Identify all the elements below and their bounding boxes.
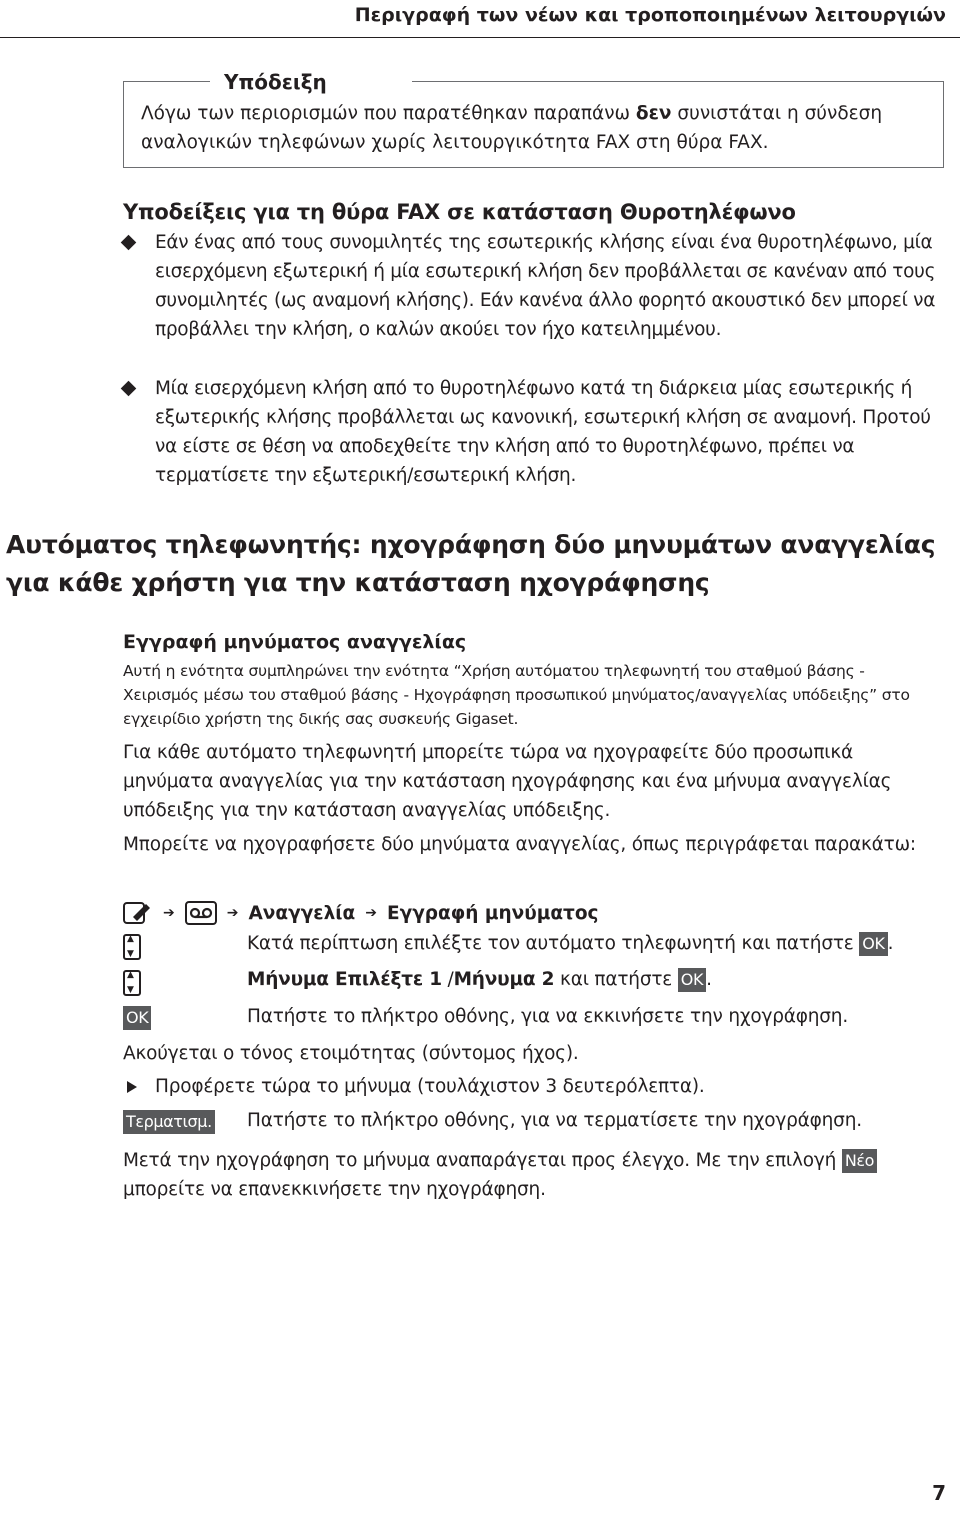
paragraph: Μπορείτε να ηχογραφήσετε δύο μηνύματα αναγγελίας, όπως περιγράφεται παρακάτω: — [123, 834, 916, 855]
new-key: Νέο — [842, 1149, 877, 1173]
list-item: Μία εισερχόμενη κλήση από το θυροτηλέφωνο κατά τη διάρκεια μίας εσωτερικής ή εξωτερικής κλήσης προβάλλεται ως κανονική, εσωτερική κλήση σε αναμονή. Προτού να είστε σε θέση να αποδεχθείτε την κλήση από το θυροτηλέφωνο, πρέπει να τερματίσετε την εξωτερική/εσωτερική κλήση. — [123, 374, 953, 490]
diamond-bullet-icon — [121, 381, 137, 397]
menu-icon — [123, 900, 153, 926]
page-number: 7 — [932, 1481, 946, 1505]
instruction-step: Τερματισμ. Πατήστε το πλήκτρο οθόνης, για να τερματίσετε την ηχογράφηση. — [123, 1108, 953, 1138]
triangle-bullet-icon — [127, 1081, 137, 1093]
menu-item-announcement: Αναγγελία — [248, 902, 356, 924]
ok-key: OK — [123, 1006, 151, 1030]
paragraph: Για κάθε αυτόματο τηλεφωνητή μπορείτε τώρα να ηχογραφείτε δύο προσωπικά μηνύματα αναγγελίας για την κατάσταση ηχογράφησης και ένα μήνυμα αναγγελίας υπόδειξης για την κατάσταση αναγγελίας υπόδειξης. — [123, 742, 892, 821]
end-key: Τερματισμ. — [123, 1110, 215, 1134]
note-text: Λόγω των περιορισμών που παρατέθηκαν παραπάνω δεν συνιστάται η σύνδεση αναλογικών τηλεφώνων χωρίς λειτουργικότητα FAX στη θύρα FAX. — [141, 103, 883, 153]
intro-text: Αυτή η ενότητα συμπληρώνει την ενότητα “Χρήση αυτόματου τηλεφωνητή του σταθμού βάσης - Χειρισμός μέσω του σταθμού βάσης - Ηχογράφηση προσωπικού μηνύματος/αναγγελίας υπόδειξης” στο εγχειρίδιο χρήστη της δικής σας συσκευής Gigaset. — [123, 662, 910, 728]
menu-item-record-message: Εγγραφή μηνύματος — [386, 902, 599, 924]
section-title: Αυτόματος τηλεφωνητής: ηχογράφηση δύο μηνυμάτων αναγγελίας για κάθε χρήστη για την κατάσταση ηχογράφησης — [6, 530, 936, 597]
page-header: Περιγραφή των νέων και τροποποιημένων λειτουργιών — [354, 4, 946, 26]
menu-path — [123, 898, 599, 928]
answering-machine-icon — [185, 901, 217, 925]
door-section-title: Υποδείξεις για τη θύρα FAX σε κατάσταση Θυροτηλέφωνο — [123, 200, 796, 224]
note-title: Υπόδειξη — [224, 70, 331, 94]
ok-key: OK — [678, 968, 706, 992]
action-item: Προφέρετε τώρα το μήνυμα (τουλάχιστον 3 δευτερόλεπτα). — [123, 1072, 943, 1101]
arrow-icon: ➔ — [226, 905, 239, 921]
instruction-step: ▲ ▼ Μήνυμα Επιλέξτε 1 /Μήνυμα 2 και πατήστε OK . — [123, 966, 953, 996]
diamond-bullet-icon — [121, 235, 137, 251]
arrow-icon: ➔ — [163, 905, 175, 921]
ok-key: OK — [859, 932, 887, 956]
subsection-title: Εγγραφή μηνύματος αναγγελίας — [123, 631, 467, 653]
list-item: Εάν ένας από τους συνομιλητές της εσωτερικής κλήσης είναι ένα θυροτηλέφωνο, μία εισερχόμενη εξωτερική ή μία εσωτερική κλήση δεν προβάλλεται σε κανέναν από τους συνομιλητές (ως αναμονή κλήσης). Εάν κανένα άλλο φορητό ακουστικό δεν μπορεί να προβάλλει την κλήση, ο καλών ακούει τον ήχο κατειλημμένου. — [123, 228, 953, 344]
instruction-step: ▲ ▼ Κατά περίπτωση επιλέξτε τον αυτόματο τηλεφωνητή και πατήστε OK . — [123, 930, 953, 960]
instruction-step: OK Πατήστε το πλήκτρο οθόνης, για να εκκινήσετε την ηχογράφηση. — [123, 1004, 953, 1034]
header-divider — [0, 37, 960, 38]
navigation-key-icon — [123, 934, 141, 960]
arrow-icon: ➔ — [365, 905, 377, 921]
navigation-key-icon — [123, 970, 141, 996]
paragraph: Ακούγεται ο τόνος ετοιμότητας (σύντομος ήχος). — [123, 1043, 579, 1064]
paragraph: Μετά την ηχογράφηση το μήνυμα αναπαράγεται προς έλεγχο. Με την επιλογή Νέο μπορείτε να επανεκκινήσετε την ηχογράφηση. — [123, 1146, 938, 1204]
